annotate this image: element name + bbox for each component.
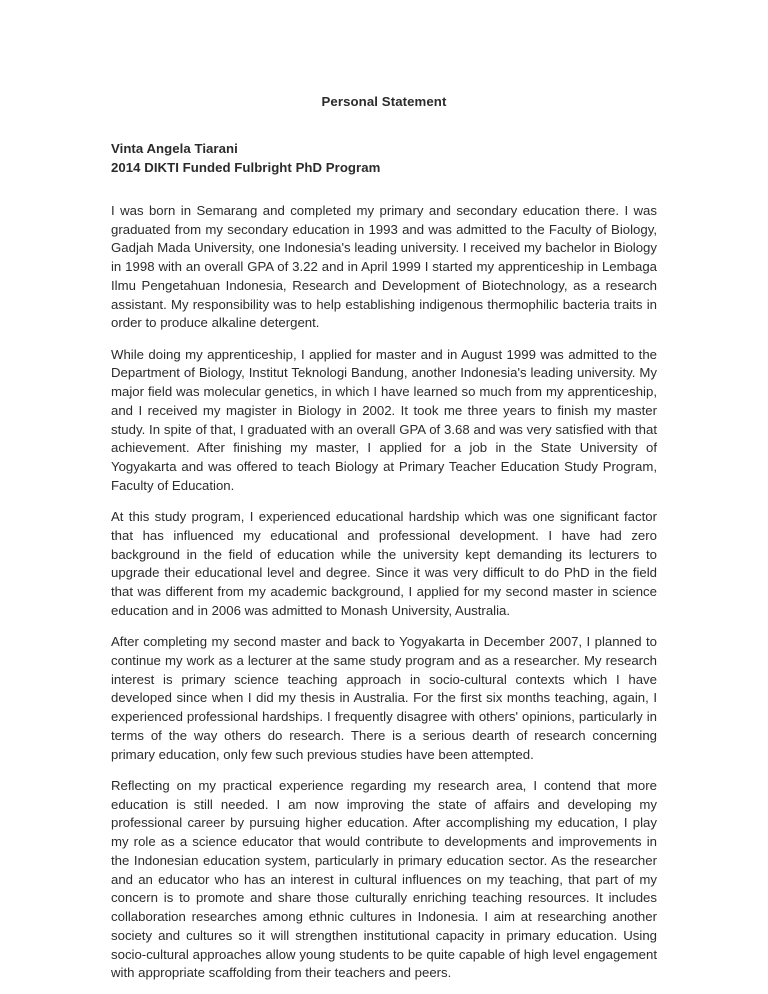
body-paragraph: While doing my apprenticeship, I applied for master and in August 1999 was admitted to the Department of Biology, Institut Teknologi Bandung, another Indonesia's leading university. My major field was molecular genetics, in which I have learned so much from my apprenticeship, and I received my magister in Biology in 2002. It took me three years to finish my master study. In spite of that, I graduated with an overall GPA of 3.68 and was very satisfied with that achievement. After finishing my master, I applied for a job in the State University of Yogyakarta and was offered to teach Biology at Primary Teacher Education Study Program, Faculty of Education. bbox=[111, 346, 657, 493]
page-title: Personal Statement bbox=[321, 94, 447, 109]
document-content bbox=[111, 0, 657, 983]
body-paragraph: After completing my second master and back to Yogyakarta in December 2007, I planned to continue my work as a lecturer at the same study program and as a researcher. My research interest is primary science teaching approach in socio-cultural contexts which I have developed since when I did my thesis in Australia. For the first six months teaching, again, I experienced professional hardships. I frequently disagree with others' opinions, particularly in terms of the way others do research. There is a serious dearth of research concerning primary education, only few such previous studies have been attempted. bbox=[111, 634, 657, 762]
author-name: Vinta Angela Tiarani bbox=[111, 140, 238, 156]
author-program: 2014 DIKTI Funded Fulbright PhD Program bbox=[111, 160, 381, 176]
body-paragraph: I was born in Semarang and completed my primary and secondary education there. I was graduated from my secondary education in 1993 and was admitted to the Faculty of Biology, Gadjah Mada University, one Indonesia's leading university. I received my bachelor in Biology in 1998 with an overall GPA of 3.22 and in April 1999 I started my apprenticeship in Lembaga Ilmu Pengetahuan Indonesia, Research and Development of Biotechnology, as a research assistant. My responsibility was to help establishing indigenous thermophilic bacteria traits in order to produce alkaline detergent. bbox=[111, 202, 657, 331]
body-paragraph: At this study program, I experienced educational hardship which was one significant factor that has influenced my educational and professional development. I have had zero background in the field of education while the university kept demanding its lecturers to upgrade their educational level and degree. Since it was very difficult to do PhD in the field that was different from my academic background, I applied for my second master in science education and in 2006 was admitted to Monash University, Australia. bbox=[111, 509, 657, 618]
author-header bbox=[111, 139, 657, 178]
body-paragraph: Reflecting on my practical experience regarding my research area, I contend that more education is still needed. I am now improving the state of affairs and developing my professional career by pursuing higher education. After accomplishing my education, I play my role as a science educator that would contribute to developments and improvements in the Indonesian education system, particularly in primary education sector. As the researcher and an educator who has an interest in cultural influences on my teaching, that part of my concern is to promote and share those culturally enriching teaching resources. It includes collaboration researches among ethnic cultures in Indonesia. I aim at researching another society and cultures so it will strengthen institutional capacity in primary education. Using socio-cultural approaches allow young students to be quite capable of high level engagement with appropriate scaffolding from their teachers and peers. bbox=[111, 777, 657, 981]
document-body bbox=[111, 202, 657, 983]
